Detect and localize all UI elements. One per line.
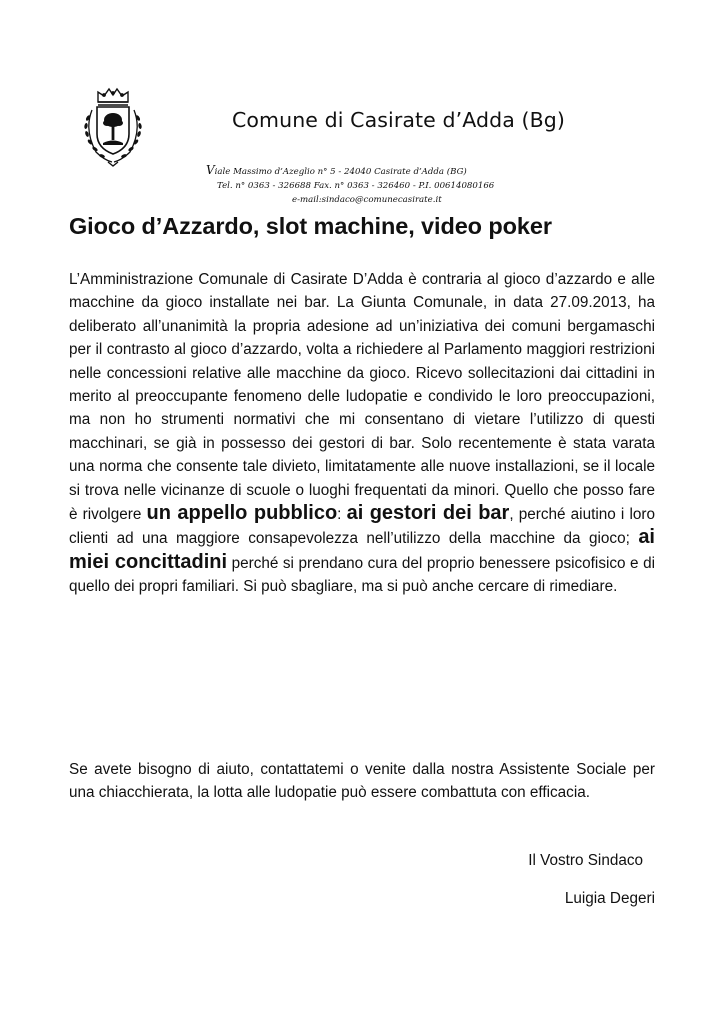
paragraph-1-intro: L’Amministrazione Comunale di Casirate D’Adda è contraria al gioco d’azzardo e alle macchine da gioco installate nei bar. La Giunta Comunale, in data 27.09.2013, ha deliberato all’unanimità la propria adesione ad un’iniziativa dei comuni bergamaschi per il contrasto al gioco d’azzardo, volta a richiedere al Parlamento maggiori restrizioni nelle concessioni relative alle macchine da gioco. Ricevo sollecitazioni dai cittadini in merito al preoccupante fenomeno delle ludopatie e condivido le loro preoccupazioni, ma non ho strumenti normativi che mi consentano di vietare l’utilizzo di questi macchinari, se già in possesso dei gestori di bar. Solo recentemente è stata varata una norma che consente tale divieto, limitatamente alle nuove installazioni, se il locale si trova nelle vicinanze di scuole o luoghi frequentati da minori. Quello che posso fare è rivolgere [69,271,655,524]
emphasis-public-appeal: un appello pubblico [146,502,338,525]
paragraph-1-colon: : [337,506,347,524]
address-line-1 [200,163,580,179]
emphasis-citizens: ai miei concittadini [69,526,655,573]
signoff-name: Luigia Degeri [564,890,655,907]
paragraph-1-end: perché si prendano cura del proprio benessere psicofisico e di quello dei propri familiari. Si può sbagliare, ma si può anche cercare di rimediare. [69,554,655,596]
document-title: Gioco d’Azzardo, slot machine, video poker [69,213,552,239]
address-block [200,163,580,207]
signoff-label: Il Vostro Sindaco [528,852,643,869]
paragraph-1-middle: , perché aiutino i loro clienti ad una maggiore consapevolezza nell’utilizzo della macchine da gioco; [69,506,655,548]
coat-of-arms-icon [76,86,150,168]
address-email: e-mail:sindaco@comunecasirate.it [292,195,442,205]
address-street: iale Massimo d’Azeglio n° 5 - 24040 Casirate d’Adda (BG) [214,167,467,177]
address-line-2: Tel. n° 0363 - 326688 Fax. n° 0363 - 326460 - P.I. 00614080166 [217,181,495,191]
emphasis-bar-managers: ai gestori dei bar [346,502,510,525]
body-paragraph-2: Se avete bisogno di aiuto, contattatemi o venite dalla nostra Assistente Sociale per una chiacchierata, la lotta alle ludopatie può essere combattuta con efficacia. [69,761,655,802]
municipality-name: Comune di Casirate d’Adda (Bg) [232,108,565,132]
body-paragraph-1 [69,268,655,599]
address-initial: V [206,163,215,177]
